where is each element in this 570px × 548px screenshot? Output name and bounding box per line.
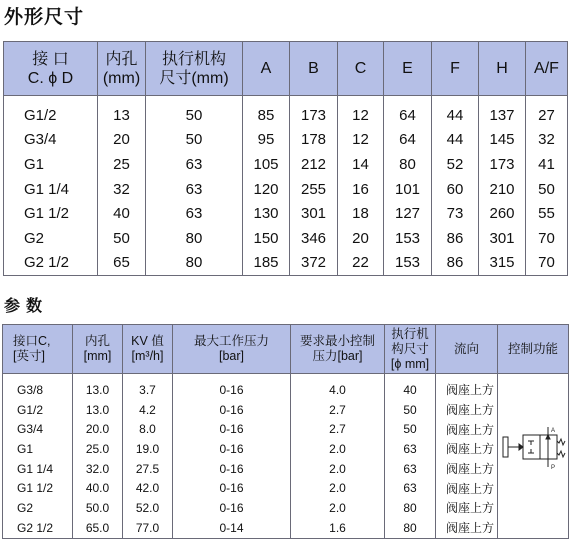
table-cell: G1 1/2 [3, 478, 73, 498]
table-cell: 64 [384, 128, 432, 153]
table-cell: 0-16 [173, 478, 291, 498]
table-row [4, 96, 568, 128]
parameters-header-row [3, 325, 569, 374]
header-line: 压力[bar] [312, 349, 363, 363]
table-cell: 70 [526, 226, 568, 251]
header-line: 控制功能 [507, 341, 558, 356]
table-cell: 阀座上方 [436, 419, 498, 439]
header-line: 接 口 [32, 50, 69, 68]
table-cell: 153 [384, 226, 432, 251]
table-cell: 185 [243, 251, 290, 276]
table-cell: 120 [243, 177, 290, 202]
table-cell: G3/4 [3, 419, 73, 439]
control-function-cell [498, 374, 569, 539]
table-cell: 52.0 [123, 498, 173, 518]
header-line: [mm] [83, 349, 112, 363]
table-cell: 63 [385, 439, 436, 459]
table-row [4, 201, 568, 226]
table-cell: G1 [4, 152, 98, 177]
table-cell: 77.0 [123, 518, 173, 538]
table-cell: 阀座上方 [436, 498, 498, 518]
header-line: C [354, 60, 367, 77]
header-line: 接口C, [13, 334, 51, 348]
table-cell: 150 [243, 226, 290, 251]
table-cell: 41 [526, 152, 568, 177]
table-cell: 32 [526, 128, 568, 153]
table-cell: 50 [385, 419, 436, 439]
header-line: 尺寸(mm) [159, 69, 229, 87]
table-cell: 137 [479, 96, 526, 128]
table-cell: 63 [146, 152, 243, 177]
table-cell: 22 [338, 251, 384, 276]
table-cell: 50 [385, 400, 436, 420]
table-cell: 95 [243, 128, 290, 153]
table-cell: 2.0 [291, 498, 385, 518]
table-cell: 86 [432, 251, 479, 276]
dimensions-header-cell [384, 42, 432, 96]
table-cell: 178 [290, 128, 338, 153]
header-line: B [308, 60, 319, 77]
table-cell: 13.0 [73, 374, 123, 400]
parameters-header-cell [173, 325, 291, 374]
table-cell: 40 [98, 201, 146, 226]
table-cell: 42.0 [123, 478, 173, 498]
table-cell: 4.2 [123, 400, 173, 420]
dimensions-table [3, 41, 568, 276]
table-cell: 63 [146, 201, 243, 226]
table-cell: 3.7 [123, 374, 173, 400]
table-cell: G2 1/2 [4, 251, 98, 276]
table-cell: 2.0 [291, 439, 385, 459]
table-cell: G1 [3, 439, 73, 459]
table-cell: 255 [290, 177, 338, 202]
table-cell: 50 [146, 128, 243, 153]
table-row [3, 439, 569, 459]
header-line: 最大工作压力 [193, 334, 269, 348]
parameters-header-cell [498, 325, 569, 374]
table-cell: 52 [432, 152, 479, 177]
port-p-label: P [551, 464, 556, 471]
parameters-header-cell [3, 325, 73, 374]
table-cell: 0-16 [173, 400, 291, 420]
header-line: [m³/h] [131, 349, 164, 363]
table-cell: 32.0 [73, 459, 123, 479]
table-cell: 173 [290, 96, 338, 128]
table-cell: 2.7 [291, 419, 385, 439]
table-cell: 80 [385, 498, 436, 518]
table-cell: 阀座上方 [436, 400, 498, 420]
table-cell: 27 [526, 96, 568, 128]
table-cell: G1 1/4 [4, 177, 98, 202]
header-line: A/F [534, 60, 559, 77]
table-cell: 12 [338, 128, 384, 153]
parameters-header-cell [291, 325, 385, 374]
table-row [3, 459, 569, 479]
header-line: 内孔 [105, 50, 138, 68]
table-cell: 27.5 [123, 459, 173, 479]
table-cell: 阀座上方 [436, 459, 498, 479]
table-cell: 101 [384, 177, 432, 202]
table-cell: G3/4 [4, 128, 98, 153]
table-cell: 346 [290, 226, 338, 251]
header-line: [英寸] [13, 349, 45, 363]
dimensions-header-cell [290, 42, 338, 96]
table-cell: 0-14 [173, 518, 291, 538]
port-a-label: A [551, 427, 556, 434]
table-cell: 40 [385, 374, 436, 400]
table-cell: 212 [290, 152, 338, 177]
header-line: KV 值 [131, 334, 164, 348]
header-line: [bar] [218, 349, 244, 363]
table-cell: 4.0 [291, 374, 385, 400]
table-cell: 86 [432, 226, 479, 251]
table-cell: 0-16 [173, 374, 291, 400]
table-cell: 65.0 [73, 518, 123, 538]
table-cell: 65 [98, 251, 146, 276]
table-cell: 13.0 [73, 400, 123, 420]
table-cell: 阀座上方 [436, 518, 498, 538]
parameters-header-cell [73, 325, 123, 374]
table-cell: 2.0 [291, 459, 385, 479]
table-cell: 44 [432, 128, 479, 153]
valve-symbol-icon [499, 423, 567, 471]
table-cell: 50 [98, 226, 146, 251]
table-cell: 18 [338, 201, 384, 226]
header-line: 要求最小控制 [299, 334, 375, 348]
table-cell: G1/2 [3, 400, 73, 420]
table-cell: 0-16 [173, 419, 291, 439]
table-cell: G2 [3, 498, 73, 518]
header-line: H [496, 60, 508, 77]
table-cell: 301 [479, 226, 526, 251]
table-cell: 63 [385, 459, 436, 479]
dimensions-header-cell [432, 42, 479, 96]
header-line: 执行机 [391, 326, 429, 341]
table-cell: 0-16 [173, 459, 291, 479]
dimensions-header-cell [98, 42, 146, 96]
table-cell: 85 [243, 96, 290, 128]
table-cell: 32 [98, 177, 146, 202]
table-cell: 20 [98, 128, 146, 153]
table-row [3, 374, 569, 400]
table-cell: 50 [146, 96, 243, 128]
table-row [4, 128, 568, 153]
header-line: A [260, 60, 272, 77]
table-cell: 16 [338, 177, 384, 202]
dimensions-header-cell [243, 42, 290, 96]
header-line: F [450, 60, 460, 77]
table-cell: 55 [526, 201, 568, 226]
table-cell: 20 [338, 226, 384, 251]
parameters-header-cell [123, 325, 173, 374]
table-cell: 315 [479, 251, 526, 276]
table-cell: 73 [432, 201, 479, 226]
parameters-header-cell [385, 325, 436, 374]
table-cell: 阀座上方 [436, 374, 498, 400]
table-cell: 210 [479, 177, 526, 202]
table-cell: 2.0 [291, 478, 385, 498]
table-cell: 8.0 [123, 419, 173, 439]
table-cell: 20.0 [73, 419, 123, 439]
table-cell: 63 [385, 478, 436, 498]
header-line: C. ϕ D [27, 69, 74, 87]
dimensions-header-cell [479, 42, 526, 96]
table-cell: 1.6 [291, 518, 385, 538]
header-line: 流向 [453, 341, 479, 356]
dimensions-title: 外形尺寸 [4, 6, 85, 28]
table-cell: 12 [338, 96, 384, 128]
table-cell: 105 [243, 152, 290, 177]
table-cell: 阀座上方 [436, 439, 498, 459]
table-row [4, 152, 568, 177]
table-cell: 130 [243, 201, 290, 226]
table-cell: 64 [384, 96, 432, 128]
table-cell: 372 [290, 251, 338, 276]
table-cell: G2 [4, 226, 98, 251]
header-line: [ϕ mm] [390, 356, 430, 371]
table-row [3, 478, 569, 498]
table-cell: 2.7 [291, 400, 385, 420]
table-cell: 301 [290, 201, 338, 226]
dimensions-header-cell [526, 42, 568, 96]
header-line: 内孔 [84, 334, 110, 348]
table-cell: 153 [384, 251, 432, 276]
table-cell: 63 [146, 177, 243, 202]
table-cell: 60 [432, 177, 479, 202]
table-cell: 127 [384, 201, 432, 226]
table-cell: 25.0 [73, 439, 123, 459]
table-cell: 145 [479, 128, 526, 153]
table-row [3, 518, 569, 538]
table-cell: 13 [98, 96, 146, 128]
table-cell: G2 1/2 [3, 518, 73, 538]
table-cell: 0-16 [173, 498, 291, 518]
table-cell: 70 [526, 251, 568, 276]
header-line: 执行机构 [161, 50, 226, 68]
table-cell: 19.0 [123, 439, 173, 459]
table-cell: G1 1/4 [3, 459, 73, 479]
table-cell: 25 [98, 152, 146, 177]
table-cell: 0-16 [173, 439, 291, 459]
table-cell: 40.0 [73, 478, 123, 498]
table-cell: 50.0 [73, 498, 123, 518]
table-cell: 80 [384, 152, 432, 177]
table-cell: 阀座上方 [436, 478, 498, 498]
header-line: 构尺寸 [391, 341, 429, 356]
dimensions-header-cell [146, 42, 243, 96]
parameters-title: 参数 [4, 296, 49, 315]
table-cell: G3/8 [3, 374, 73, 400]
table-cell: 14 [338, 152, 384, 177]
table-row [4, 177, 568, 202]
table-cell: G1 1/2 [4, 201, 98, 226]
table-cell: 44 [432, 96, 479, 128]
table-cell: 260 [479, 201, 526, 226]
table-row [4, 251, 568, 276]
parameters-table [2, 324, 569, 539]
dimensions-header-cell [4, 42, 98, 96]
table-cell: G1/2 [4, 96, 98, 128]
table-row [3, 419, 569, 439]
header-line: (mm) [102, 69, 141, 87]
table-cell: 50 [526, 177, 568, 202]
dimensions-header-cell [338, 42, 384, 96]
table-row [4, 226, 568, 251]
table-cell: 80 [385, 518, 436, 538]
table-row [3, 498, 569, 518]
table-row [3, 400, 569, 420]
dimensions-header-row [4, 42, 568, 96]
table-cell: 80 [146, 251, 243, 276]
parameters-header-cell [436, 325, 498, 374]
table-cell: 173 [479, 152, 526, 177]
header-line: E [402, 60, 413, 77]
table-cell: 80 [146, 226, 243, 251]
